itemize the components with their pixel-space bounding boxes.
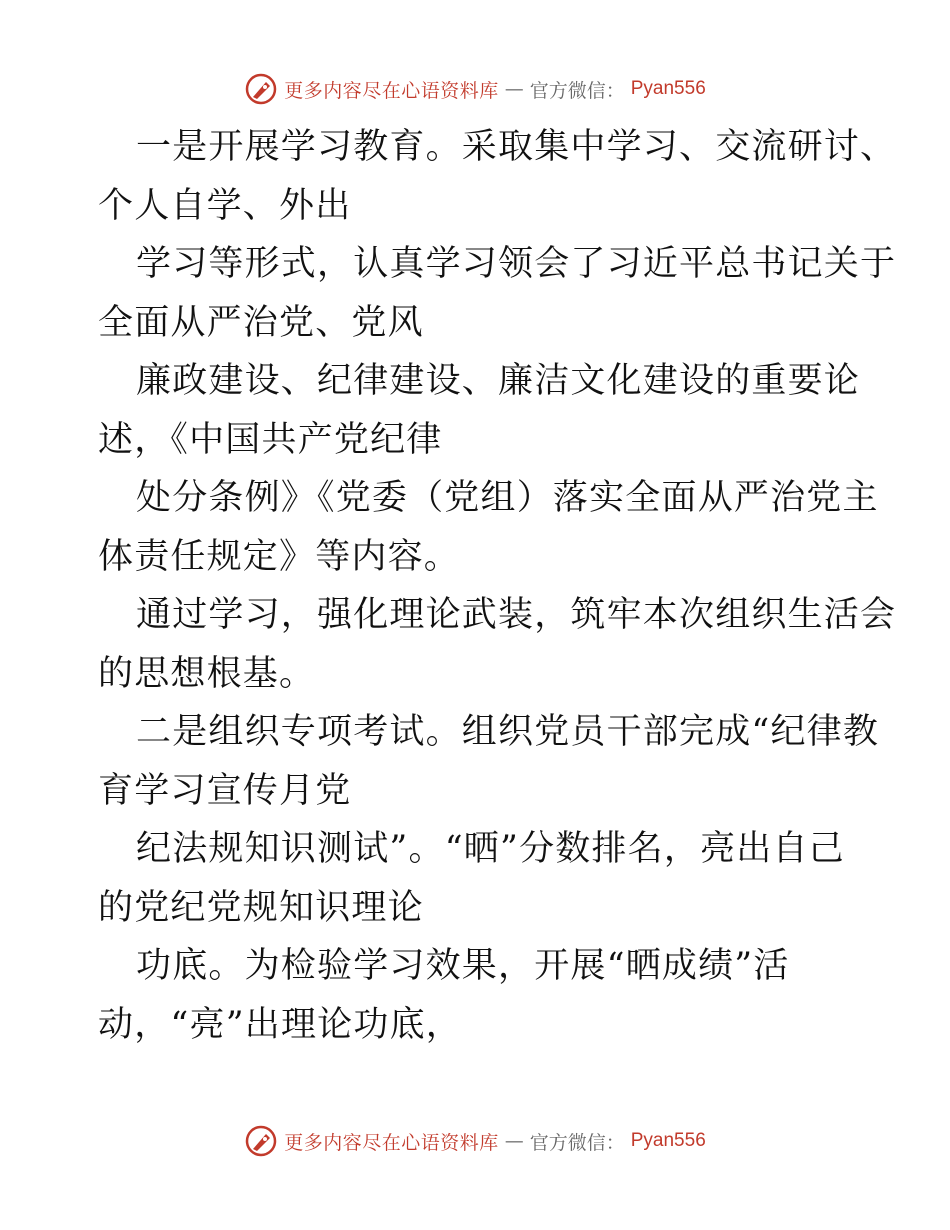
watermark-wechat-label: 官方微信： bbox=[529, 1131, 625, 1154]
paragraph-line: 学习等形式，认真学习领会了习近平总书记关于 bbox=[136, 244, 897, 284]
watermark-wechat-label: 官方微信： bbox=[529, 79, 625, 102]
watermark-site-name: 更多内容尽在心语资料库 bbox=[284, 79, 499, 102]
paragraph-line: 述，《中国共产党纪律 bbox=[98, 419, 443, 460]
paragraph-line: 纪法规知识测试”。“晒”分数排名，亮出自己 bbox=[136, 829, 845, 869]
watermark-wechat-id: Pyan556 bbox=[630, 78, 706, 99]
paragraph-line: 处分条例》《党委（党组）落实全面从严治党主 bbox=[136, 478, 879, 518]
document-body bbox=[98, 118, 897, 1054]
pen-nib-logo-icon bbox=[244, 1124, 278, 1158]
header-watermark bbox=[0, 72, 950, 106]
watermark-site-name: 更多内容尽在心语资料库 bbox=[284, 1131, 499, 1154]
paragraph-line: 动，“亮”出理论功底， bbox=[98, 1004, 462, 1045]
paragraph-line: 二是组织专项考试。组织党员干部完成“纪律教 bbox=[136, 712, 880, 752]
paragraph-line: 体责任规定》等内容。 bbox=[98, 536, 461, 577]
paragraph-line: 廉政建设、纪律建设、廉洁文化建设的重要论 bbox=[136, 361, 861, 401]
paragraph-line: 的思想根基。 bbox=[98, 653, 316, 694]
paragraph-line: 一是开展学习教育。采取集中学习、交流研讨、 bbox=[136, 127, 897, 167]
watermark-separator: — bbox=[504, 1130, 524, 1152]
paragraph-line: 功底。为检验学习效果，开展“晒成绩”活 bbox=[136, 946, 790, 986]
paragraph-line: 通过学习，强化理论武装，筑牢本次组织生活会 bbox=[136, 595, 897, 635]
watermark-wechat-id: Pyan556 bbox=[630, 1130, 706, 1151]
paragraph-line: 的党纪党规知识理论 bbox=[98, 887, 424, 928]
paragraph-line: 个人自学、外出 bbox=[98, 185, 352, 226]
paragraph-line: 全面从严治党、党风 bbox=[98, 302, 424, 343]
pen-nib-logo-icon bbox=[244, 72, 278, 106]
watermark-separator: — bbox=[504, 78, 524, 100]
footer-watermark bbox=[0, 1124, 950, 1158]
paragraph-line: 育学习宣传月党 bbox=[98, 770, 352, 811]
